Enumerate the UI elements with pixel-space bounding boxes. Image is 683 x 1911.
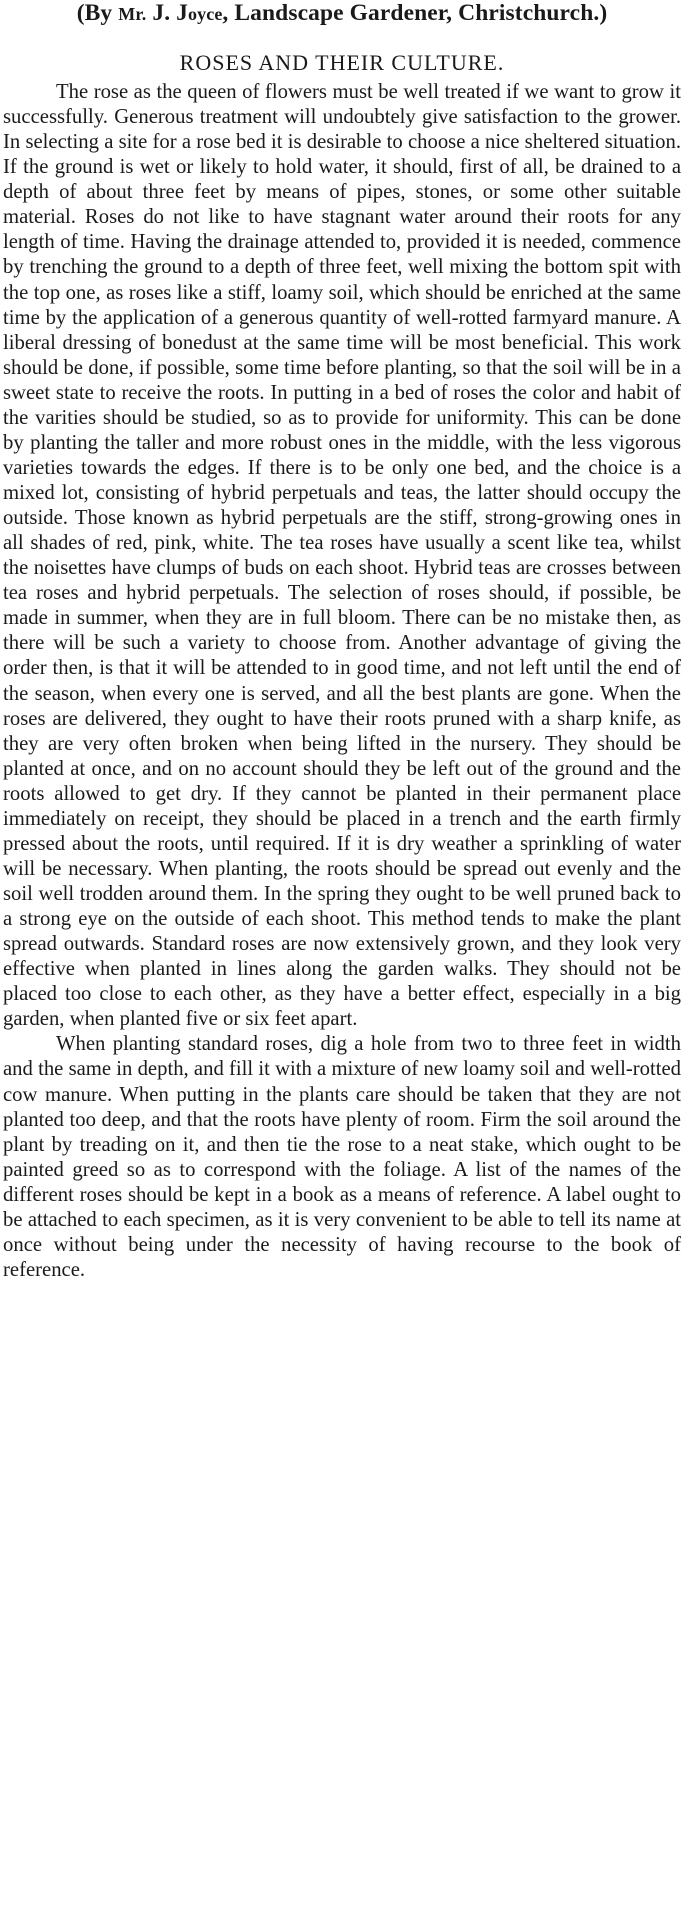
article-paragraph: The rose as the queen of flowers must be well treated if we want to grow it successfully. Generous treatment will undoubtely give satisfaction to the grower. In selecting a site for a rose bed it is desirable to choose a nice sheltered situation. If the ground is wet or likely to hold water, it should, first of all, be drained to a depth of about three feet by means of pipes, stones, or some other suitable material. Roses do not like to have stagnant water around their roots for any length of time. Having the drainage attended to, provided it is needed, commence by trenching the ground to a depth of three feet, well mixing the bottom spit with the top one, as roses like a stiff, loamy soil, which should be enriched at the same time by the application of a generous quantity of well-rotted farmyard manure. A liberal dressing of bonedust at the same time will be most beneficial. This work should be done, if possible, some time before planting, so that the soil will be in a sweet state to receive the roots. In putting in a bed of roses the color and habit of the varities should be studied, so as to provide for uniformity. This can be done by planting the taller and more robust ones in the middle, with the less vigorous varieties towards the edges. If there is to be only one bed, and the choice is a mixed lot, consisting of hybrid perpetuals and teas, the latter should occupy the outside. Those known as hybrid perpetuals are the stiff, strong-growing ones in all shades of red, pink, white. The tea roses have usually a scent like tea, whilst the noisettes have clumps of buds on each shoot. Hybrid teas are crosses between tea roses and hybrid perpetuals. The selection of roses should, if possible, be made in summer, when they are in full bloom. There can be no mistake then, as there will be such a variety to choose from. Another advantage of giving the order then, is that it will be attended to in good time, and not left until the end of the season, when every one is served, and all the best plants are gone. When the roses are delivered, they ought to have their roots pruned with a sharp knife, as they are very often broken when being lifted in the nursery. They should be planted at once, and on no account should they be left out of the ground and the roots allowed to get dry. If they cannot be planted in their permanent place immediately on receipt, they should be placed in a trench and the earth firmly pressed about the roots, until required. If it is dry weather a sprinkling of water will be necessary. When planting, the roots should be spread out evenly and the soil well trodden around them. In the spring they ought to be well pruned back to a strong eye on the outside of each shoot. This method tends to make the plant spread outwards. Standard roses are now extensively grown, and they look very effective when planted in lines along the garden walks. They should not be placed too close to each other, as they have a better effect, especially in a big garden, when planted five or six feet apart. [3, 81, 681, 1031]
byline-rest: , Landscape Gardener, Christchurch.) [222, 0, 608, 26]
byline-surname-rest: oyce [188, 4, 223, 24]
byline-surname-initial: J [176, 0, 189, 26]
byline-initial: J. [146, 0, 177, 26]
author-byline [3, 0, 681, 28]
byline-honorific: Mr. [118, 4, 147, 24]
article-title: ROSES AND THEIR CULTURE. [179, 50, 505, 75]
article-paragraph: When planting standard roses, dig a hole from two to three feet in width and the same in depth, and fill it with a mixture of new loamy soil and well-rotted cow manure. When putting in the plants care should be taken that they are not planted too deep, and that the roots have plenty of room. Firm the soil around the plant by treading on it, and then tie the rose to a neat stake, which ought to be painted greed so as to correspond with the foliage. A list of the names of the different roses should be kept in a book as a means of reference. A label ought to be attached to each specimen, as it is very convenient to be able to tell its name at once without being under the necessity of having recourse to the book of reference. [3, 1033, 681, 1281]
byline-open: (By [76, 0, 119, 26]
